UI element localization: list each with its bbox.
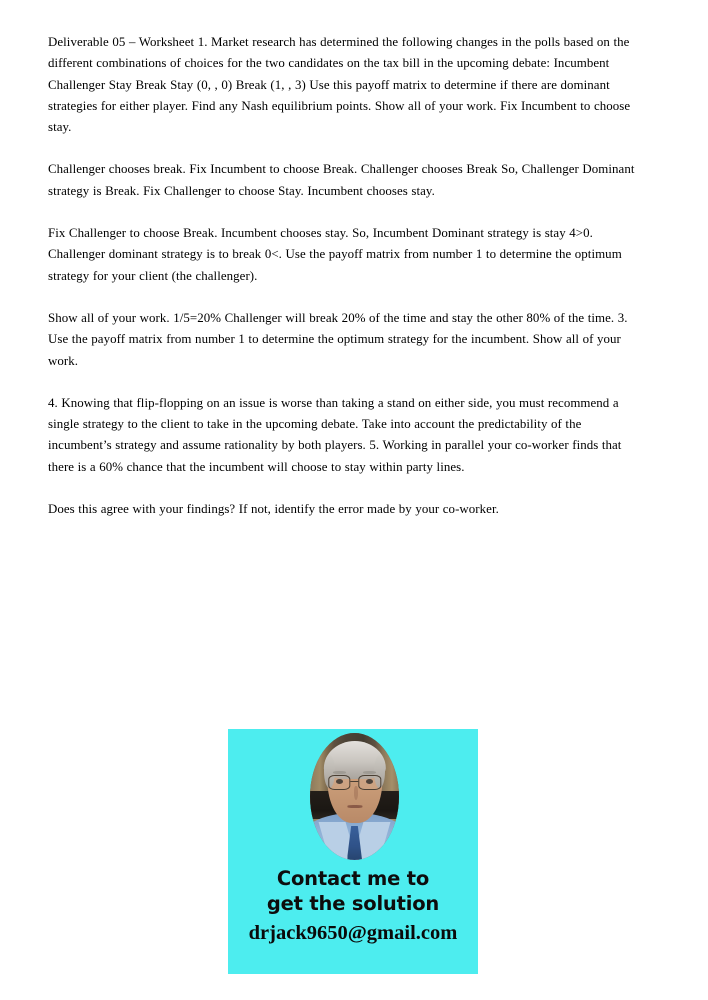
photo-lens-right: [359, 775, 381, 790]
promo-email-address: drjack9650@gmail.com: [248, 922, 458, 944]
paragraph-4: Show all of your work. 1/5=20% Challenger will break 20% of the time and stay the other 80% of the time. 3. Use the payoff matrix from number 1 to determine the optimum strategy for the incumbent. Show all of your work.: [48, 310, 628, 368]
document-text-body: [48, 32, 642, 520]
photo-nose: [354, 786, 358, 800]
promo-headline-line-2: get the solution: [266, 892, 440, 915]
photo-lens-left: [328, 775, 350, 790]
promo-headline: [228, 866, 478, 916]
photo-glasses-bridge: [350, 781, 359, 782]
photo-eyebrow-left: [333, 771, 345, 774]
portrait-photo: [310, 733, 399, 860]
paragraph-5: 4. Knowing that flip-flopping on an issue is worse than taking a stand on either side, you must recommend a single strategy to the client to take in the upcoming debate. Take into account the predictability of the incumbent’s strategy and assume rationality by both players. 5. Working in parallel your co-worker finds that there is a 60% chance that the incumbent will choose to stay within party lines.: [48, 395, 622, 474]
paragraph-1: Deliverable 05 – Worksheet 1. Market research has determined the following changes in the polls based on the different combinations of choices for the two candidates on the tax bill in the upcoming debate: Incumbent Challenger Stay Break Stay (0, , 0) Break (1, , 3) Use this payoff matrix to determine if there are dominant strategies for either player. Find any Nash equilibrium points. Show all of your work. Fix Incumbent to choose stay.: [48, 35, 631, 135]
paragraph-6: Does this agree with your findings? If not, identify the error made by your co-worker.: [48, 502, 499, 517]
paragraph-2: Challenger chooses break. Fix Incumbent to choose Break. Challenger chooses Break So, Challenger Dominant strategy is Break. Fix Challenger to choose Stay. Incumbent chooses stay.: [48, 162, 635, 198]
paragraph-3: Fix Challenger to choose Break. Incumbent chooses stay. So, Incumbent Dominant strategy is stay 4>0. Challenger dominant strategy is to break 0<. Use the payoff matrix from number 1 to determine the optimum strategy for your client (the challenger).: [48, 226, 622, 283]
photo-eyebrow-right: [363, 771, 375, 774]
promo-headline-line-1: Contact me to: [276, 867, 430, 890]
promo-banner: [228, 729, 478, 974]
